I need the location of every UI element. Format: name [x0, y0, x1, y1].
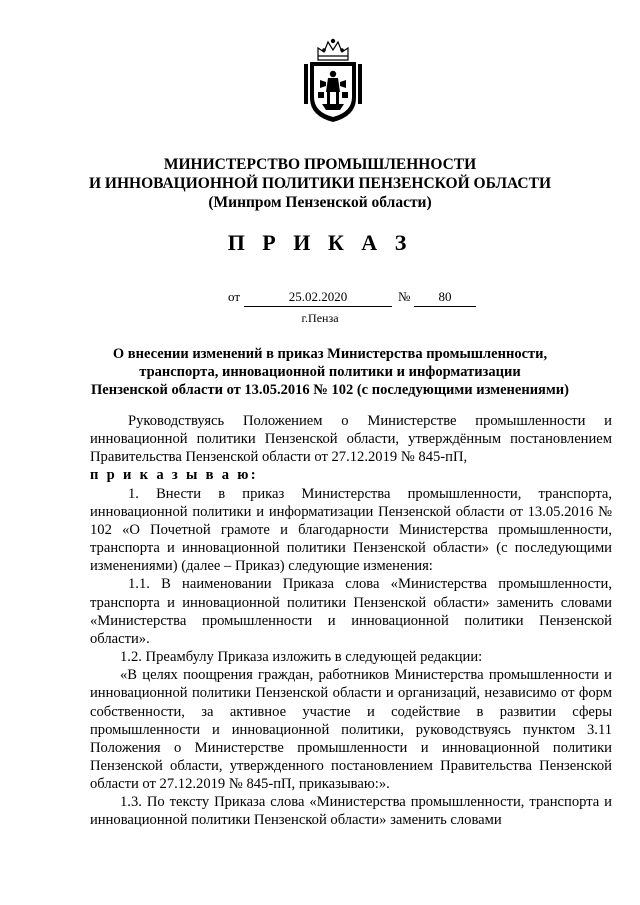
order-subject: [80, 345, 580, 399]
item-1-2-quote-paragraph: «В целях поощрения граждан, работников Министерства промышленности и инновационной политики Пензенской области и организаций, независимо от форм собственности, за активное участие и содействие в развитии сферы промышленности и инновационной политики, руководствуясь пунктом 3.11 Положения о Министерстве промышленности и инновационной политики Пензенской области, утвержденного постановлением Правительства Пензенской области от 27.12.2019 № 845-пП, приказываю:».: [90, 667, 612, 793]
document-type-title: П Р И К А З: [227, 230, 413, 255]
orders-word: п р и к а з ы в а ю:: [90, 467, 258, 484]
item-1-1-paragraph: 1.1. В наименовании Приказа слова «Министерства промышленности, транспорта и инновационной политики Пензенской области» заменить словами «Министерства промышленности и инновационной политики Пензенской области».: [90, 576, 612, 647]
item-1-2-paragraph: 1.2. Преамбулу Приказа изложить в следующей редакции:: [120, 649, 483, 666]
ministry-name-line-1: МИНИСТЕРСТВО ПРОМЫШЛЕННОСТИ: [163, 156, 477, 173]
ministry-name-line-2: И ИННОВАЦИОННОЙ ПОЛИТИКИ ПЕНЗЕНСКОЙ ОБЛАСТИ: [88, 175, 552, 192]
ministry-short-name: (Минпром Пензенской области): [208, 194, 432, 211]
coat-of-arms-emblem: [300, 38, 366, 124]
number-label: №: [398, 289, 411, 304]
item-1-paragraph: 1. Внести в приказ Министерства промышленности, транспорта, инновационной политики и информатизации Пензенской области от 13.05.2016 № 102 «О Почетной грамоте и благодарности Министерства промышленности, транспорта и инновационной политики Пензенской области» (с последующими изменениями) (далее – Приказ) следующие изменения:: [90, 485, 612, 575]
date-label: от: [228, 289, 241, 304]
subject-line-2: транспорта, инновационной политики и информатизации: [139, 364, 521, 380]
intro-text: Руководствуясь Положением о Министерстве промышленности и инновационной политики Пензенской области, утверждённым постановлением Правительства Пензенской области от 27.12.2019 № 845-пП,: [90, 413, 612, 466]
ministry-header: [0, 155, 640, 212]
intro-paragraph: [90, 412, 612, 485]
item-1-3-paragraph: 1.3. По тексту Приказа слова «Министерства промышленности, транспорта и инновационной политики Пензенской области» заменить словами: [90, 794, 612, 829]
document-date: 25.02.2020: [244, 289, 392, 307]
subject-line-1: О внесении изменений в приказ Министерства промышленности,: [112, 346, 548, 362]
subject-line-3: Пензенской области от 13.05.2016 № 102 (с последующими изменениями): [91, 382, 569, 398]
document-number: 80: [414, 289, 476, 307]
city-name: г.Пенза: [301, 311, 339, 325]
order-body: [90, 412, 612, 830]
penza-coat-of-arms-icon: [300, 38, 366, 124]
